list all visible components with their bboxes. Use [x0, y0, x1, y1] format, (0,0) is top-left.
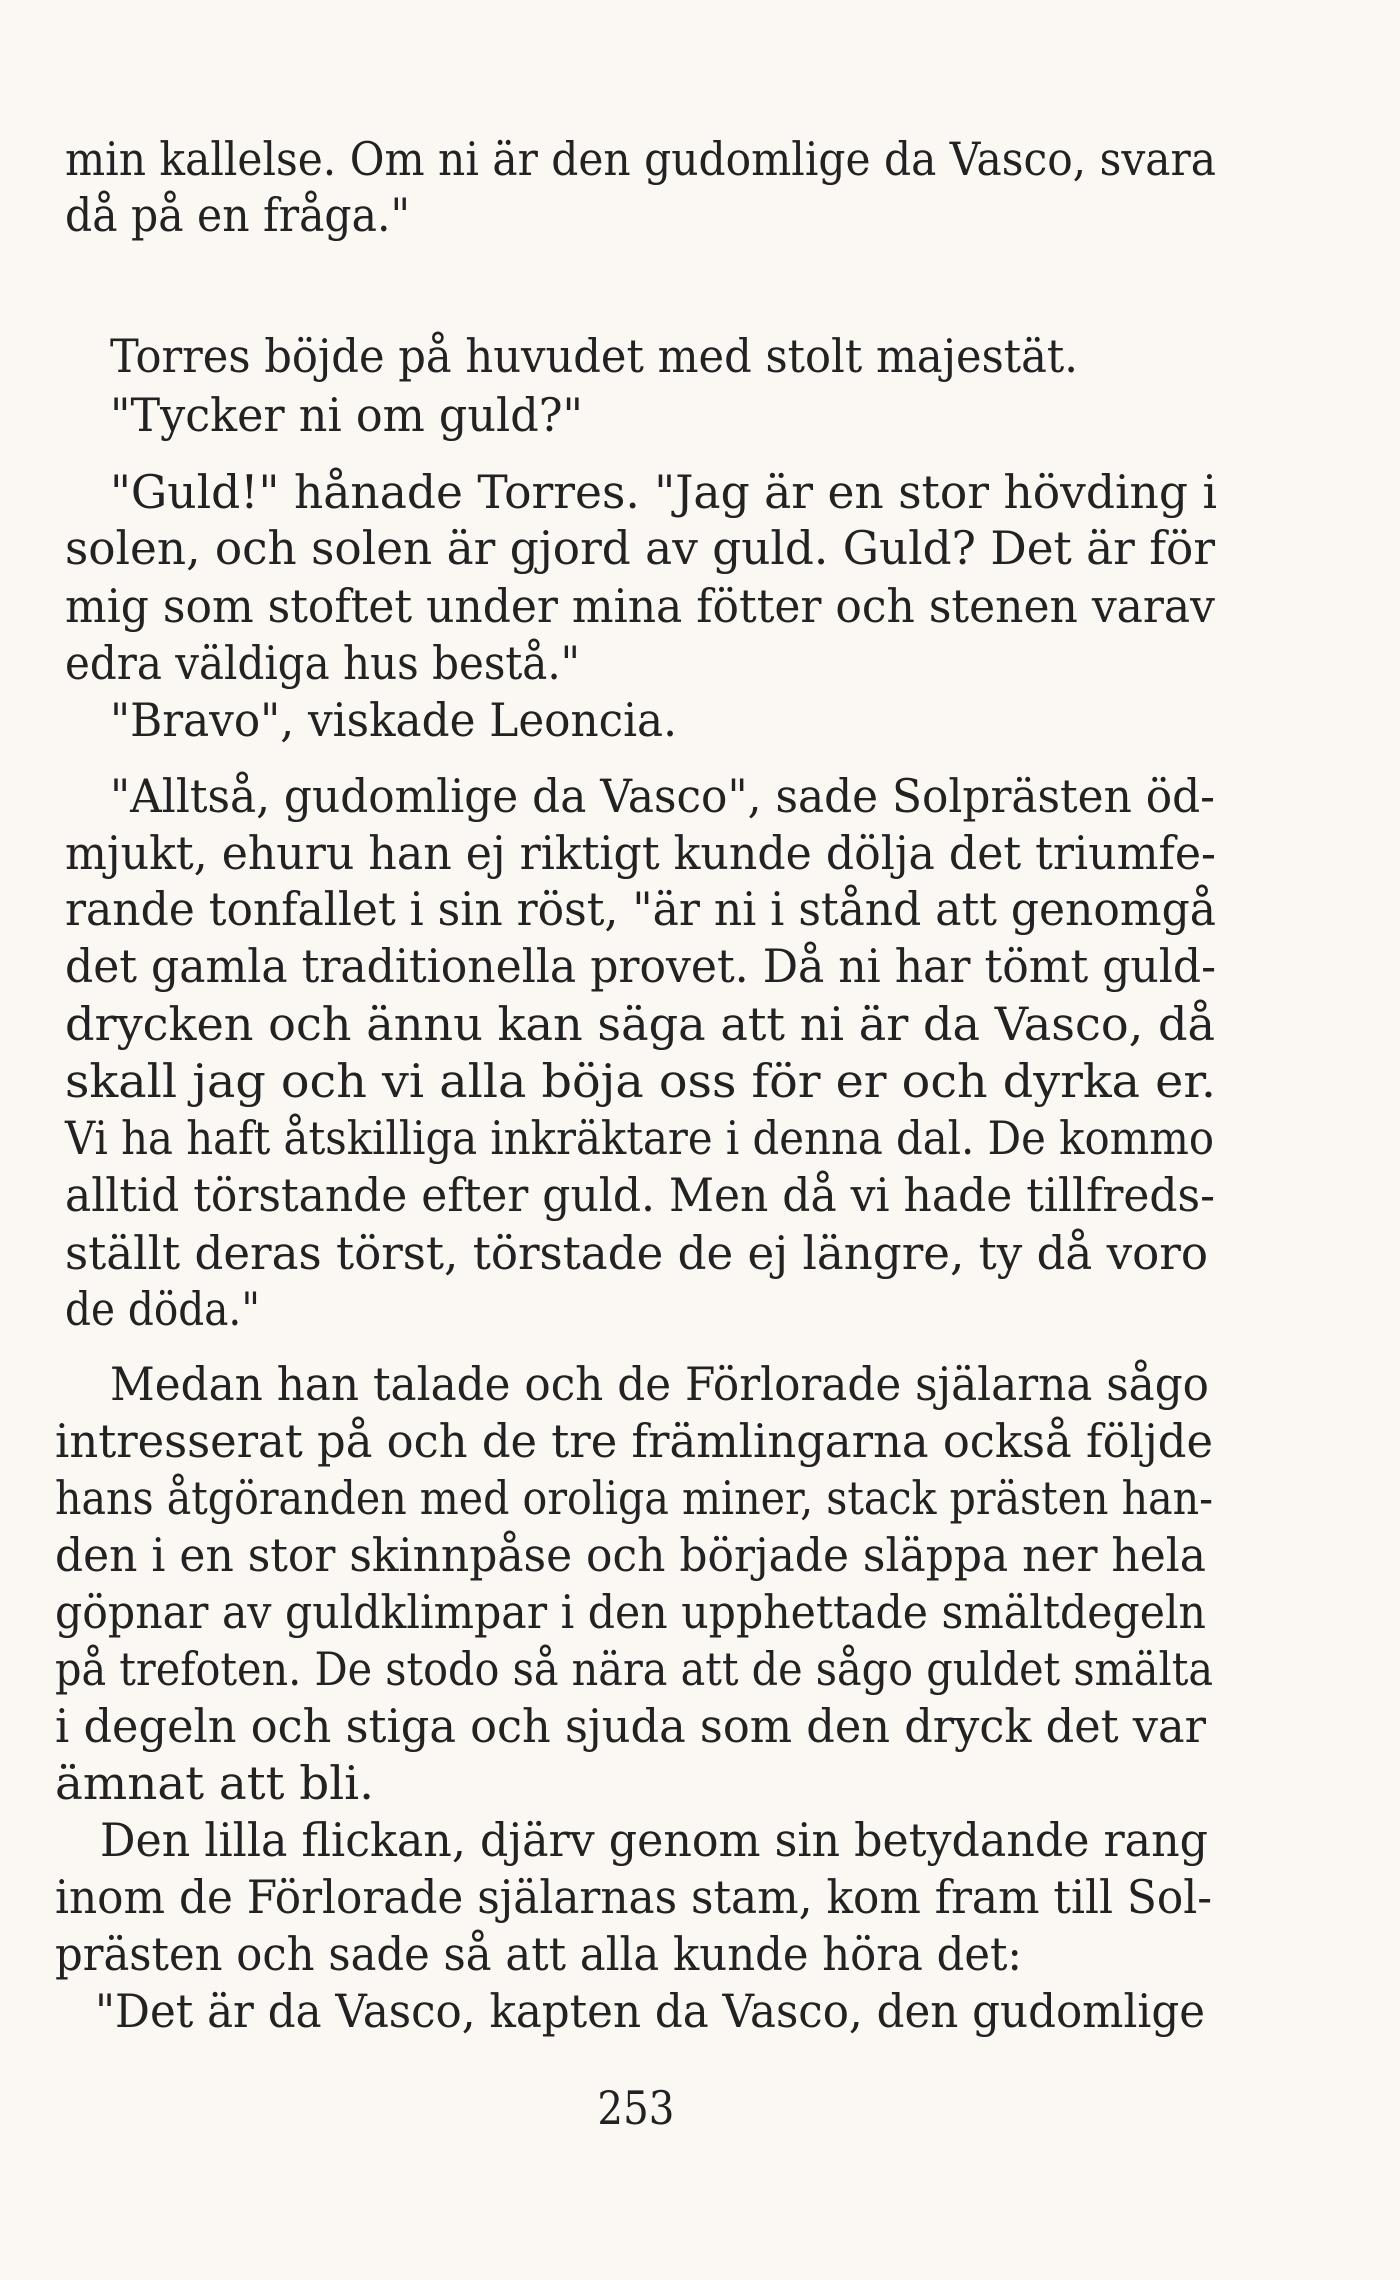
- text-line: solen, och solen är gjord av guld. Guld? Det är för: [65, 521, 1215, 575]
- text-line: "Det är da Vasco, kapten da Vasco, den gudomlige: [95, 1984, 1205, 2038]
- text-line: det gamla traditionella provet. Då ni har tömt guld-: [65, 939, 1216, 993]
- text-line: mig som stoftet under mina fötter och stenen varav: [65, 579, 1215, 633]
- text-line: "Alltså, gudomlige da Vasco", sade Solprästen öd-: [110, 769, 1215, 823]
- text-line: mjukt, ehuru han ej riktigt kunde dölja det triumfe-: [65, 826, 1216, 880]
- text-line: den i en stor skinnpåse och började släppa ner hela: [55, 1528, 1206, 1582]
- text-line: intresserat på och de tre främlingarna också följde: [55, 1414, 1213, 1468]
- page-number: 253: [597, 2081, 675, 2135]
- text-line: Den lilla flickan, djärv genom sin betydande rang: [100, 1813, 1208, 1867]
- text-line: på trefoten. De stodo så nära att de sågo guldet smälta: [55, 1642, 1213, 1696]
- text-line: i degeln och stiga och sjuda som den dryck det var: [55, 1699, 1206, 1753]
- text-line: prästen och sade så att alla kunde höra det:: [55, 1927, 1022, 1981]
- text-line: "Bravo", viskade Leoncia.: [110, 693, 677, 747]
- text-line: rande tonfallet i sin röst, "är ni i stånd att genomgå: [65, 882, 1216, 936]
- text-line: göpnar av guldklimpar i den upphettade smältdegeln: [55, 1585, 1206, 1639]
- text-line: de döda.": [65, 1282, 260, 1336]
- text-line: alltid törstande efter guld. Men då vi hade tillfreds-: [65, 1168, 1215, 1222]
- text-line: Medan han talade och de Förlorade själarna sågo: [110, 1357, 1209, 1411]
- text-line: inom de Förlorade själarnas stam, kom fram till Sol-: [55, 1870, 1212, 1924]
- text-line: ställt deras törst, törstade de ej längre, ty då voro: [65, 1226, 1208, 1280]
- text-line: då på en fråga.": [65, 188, 410, 242]
- text-line: min kallelse. Om ni är den gudomlige da Vasco, svara: [65, 132, 1216, 186]
- text-line: hans åtgöranden med oroliga miner, stack prästen han-: [55, 1471, 1213, 1525]
- text-line: ämnat att bli.: [55, 1756, 374, 1810]
- text-line: edra väldiga hus bestå.": [65, 636, 580, 690]
- text-line: "Guld!" hånade Torres. "Jag är en stor hövding i: [110, 465, 1217, 519]
- text-line: drycken och ännu kan säga att ni är da Vasco, då: [65, 997, 1215, 1051]
- text-line: "Tycker ni om guld?": [110, 388, 583, 442]
- text-line: Vi ha haft åtskilliga inkräktare i denna dal. De kommo: [65, 1111, 1214, 1165]
- text-line: Torres böjde på huvudet med stolt majestät.: [110, 329, 1078, 383]
- text-line: skall jag och vi alla böja oss för er och dyrka er.: [65, 1054, 1216, 1108]
